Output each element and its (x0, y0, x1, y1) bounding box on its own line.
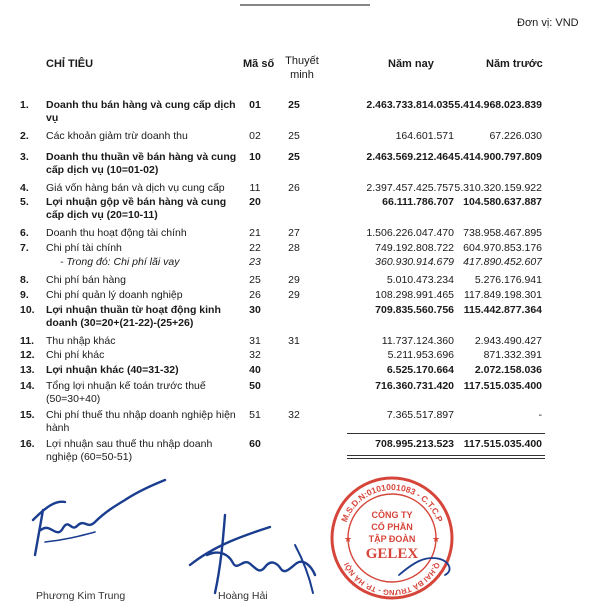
row-code: 11 (249, 182, 261, 194)
row-note: 29 (288, 274, 300, 286)
star-icon: ★ (343, 534, 353, 544)
row-current-year: 6.525.170.664 (386, 364, 454, 376)
row-current-year: 66.111.786.707 (382, 196, 454, 208)
row-number: 15. (20, 409, 35, 421)
row-current-year: 708.995.213.523 (375, 438, 454, 450)
row-note: 32 (288, 409, 300, 421)
row-previous-year: 5.276.176.941 (474, 274, 542, 286)
row-code: 23 (249, 256, 261, 268)
row-code: 32 (249, 349, 261, 361)
stamp-line-2: CỔ PHẦN (371, 522, 413, 532)
header-nam-truoc: Năm trước (486, 58, 543, 70)
row-previous-year: 2.072.158.036 (474, 364, 542, 376)
row-label: Doanh thu bán hàng và cung cấp dịch vụ (46, 99, 236, 124)
row-code: 02 (249, 130, 261, 142)
row-label: Lợi nhuận khác (40=31-32) (46, 364, 179, 376)
row-label: Lợi nhuận sau thuế thu nhập doanh nghiệp (60=50-51) (46, 438, 213, 463)
row-note: 25 (288, 130, 300, 142)
stamp-bottom-text: Q.HAI BÀ TRƯNG - TP. HÀ NỘI (342, 561, 442, 598)
row-label: Chi phí bán hàng (46, 274, 126, 286)
row-label: Chi phí khác (46, 349, 105, 361)
row-current-year: 108.298.991.465 (375, 289, 454, 301)
row-label: Lợi nhuận thuần từ hoạt động kinh doanh (30=20+(21-22)-(25+26) (46, 304, 221, 329)
row-code: 20 (249, 196, 261, 208)
row-note: 31 (288, 335, 300, 347)
row-current-year: 360.930.914.679 (375, 256, 454, 268)
row-label: Chi phí tài chính (46, 242, 122, 254)
signer-name-left: Phương Kim Trung (36, 590, 126, 602)
row-current-year: 164.601.571 (395, 130, 454, 142)
row-number: 4. (20, 182, 29, 194)
row-code: 25 (249, 274, 261, 286)
row-note: 28 (288, 242, 300, 254)
row-label: Chi phí thuế thu nhập doanh nghiệp hiện hành (46, 409, 236, 434)
row-previous-year: 5.414.900.797.809 (454, 151, 542, 163)
row-current-year: 2.463.733.814.035 (366, 99, 454, 111)
row-label: Doanh thu thuần về bán hàng và cung cấp dịch vụ (10=01-02) (46, 151, 237, 176)
row-note: 25 (288, 151, 300, 163)
star-icon: ★ (431, 534, 441, 544)
stamp-line-3: TẬP ĐOÀN (368, 534, 416, 544)
signer-name-middle: Hoàng Hải (218, 590, 268, 602)
row-code: 60 (249, 438, 261, 450)
stamp-top-text: M.S.D.N:0101001083 - C.T.C.P (339, 481, 445, 524)
signature-middle (185, 505, 345, 600)
row-number: 5. (20, 196, 29, 208)
double-rule (445, 455, 545, 456)
row-number: 3. (20, 151, 29, 163)
row-number: 8. (20, 274, 29, 286)
row-code: 40 (249, 364, 261, 376)
stamp-overlay-signature (395, 545, 465, 585)
row-current-year: 5.010.473.234 (386, 274, 454, 286)
row-previous-year: 115.442.877.364 (463, 304, 542, 316)
row-label: Doanh thu hoạt động tài chính (46, 227, 187, 239)
row-current-year: 749.192.808.722 (375, 242, 454, 254)
cropped-header-remnant (240, 0, 370, 6)
row-code: 22 (249, 242, 261, 254)
double-rule (347, 458, 457, 459)
row-label: Tổng lợi nhuận kế toán trước thuế (50=30+40) (46, 380, 206, 405)
row-current-year: 1.506.226.047.470 (366, 227, 454, 239)
row-label: - Trong đó: Chi phí lãi vay (60, 256, 180, 268)
stamp-line-4: GELEX (365, 546, 419, 562)
stamp-line-1: CÔNG TY (371, 510, 413, 520)
row-note: 25 (288, 99, 300, 111)
row-label: Các khoản giảm trừ doanh thu (46, 130, 188, 142)
signature-left (25, 470, 175, 570)
row-number: 13. (20, 364, 35, 376)
row-current-year: 716.360.731.420 (375, 380, 454, 392)
row-previous-year: 738.958.467.895 (463, 227, 542, 239)
row-label: Giá vốn hàng bán và dịch vụ cung cấp (46, 182, 225, 194)
row-previous-year: 5.414.968.023.839 (454, 99, 542, 111)
row-code: 10 (249, 151, 261, 163)
row-label: Thu nhập khác (46, 335, 116, 347)
total-rule (445, 433, 545, 434)
row-previous-year: 104.580.637.887 (463, 196, 542, 208)
header-chi-tieu: CHỈ TIÊU (46, 58, 94, 70)
row-note: 29 (288, 289, 300, 301)
row-previous-year: 117.515.035.400 (463, 438, 542, 450)
row-number: 10. (20, 304, 35, 316)
double-rule (347, 455, 457, 456)
header-nam-nay: Năm nay (388, 58, 434, 70)
row-number: 9. (20, 289, 29, 301)
row-code: 26 (249, 289, 261, 301)
row-number: 16. (20, 438, 35, 450)
row-previous-year: 604.970.853.176 (463, 242, 542, 254)
row-previous-year: 5.310.320.159.922 (454, 182, 542, 194)
row-previous-year: 417.890.452.607 (463, 256, 542, 268)
row-current-year: 2.463.569.212.464 (366, 151, 454, 163)
row-current-year: 2.397.457.425.757 (366, 182, 454, 194)
row-previous-year: 67.226.030 (489, 130, 542, 142)
row-code: 51 (249, 409, 261, 421)
row-code: 31 (249, 335, 261, 347)
row-current-year: 7.365.517.897 (386, 409, 454, 421)
row-note: 27 (288, 227, 300, 239)
header-thuyet-minh: Thuyết minh (285, 55, 319, 81)
row-note: 26 (288, 182, 300, 194)
total-rule (347, 433, 457, 434)
row-number: 12. (20, 349, 35, 361)
row-previous-year: - (538, 409, 542, 421)
row-code: 50 (249, 380, 261, 392)
row-code: 01 (249, 99, 261, 111)
row-previous-year: 871.332.391 (483, 349, 542, 361)
row-number: 2. (20, 130, 29, 142)
row-previous-year: 2.943.490.427 (474, 335, 542, 347)
row-current-year: 709.835.560.756 (375, 304, 454, 316)
row-current-year: 11.737.124.360 (381, 335, 454, 347)
row-current-year: 5.211.953.696 (387, 349, 454, 361)
row-label: Lợi nhuận gộp về bán hàng và cung cấp dịch vụ (20=10-11) (46, 196, 227, 221)
double-rule (445, 458, 545, 459)
row-number: 1. (20, 99, 29, 111)
row-number: 11. (20, 335, 35, 347)
row-number: 7. (20, 242, 29, 254)
row-code: 30 (249, 304, 261, 316)
row-previous-year: 117.515.035.400 (463, 380, 542, 392)
row-code: 21 (249, 227, 261, 239)
row-number: 14. (20, 380, 35, 392)
row-previous-year: 117.849.198.301 (463, 289, 542, 301)
currency-unit: Đơn vị: VND (517, 17, 579, 29)
table-header (0, 54, 600, 98)
row-number: 6. (20, 227, 29, 239)
row-label: Chi phí quản lý doanh nghiệp (46, 289, 183, 301)
header-ma-so: Mã số (243, 58, 275, 70)
